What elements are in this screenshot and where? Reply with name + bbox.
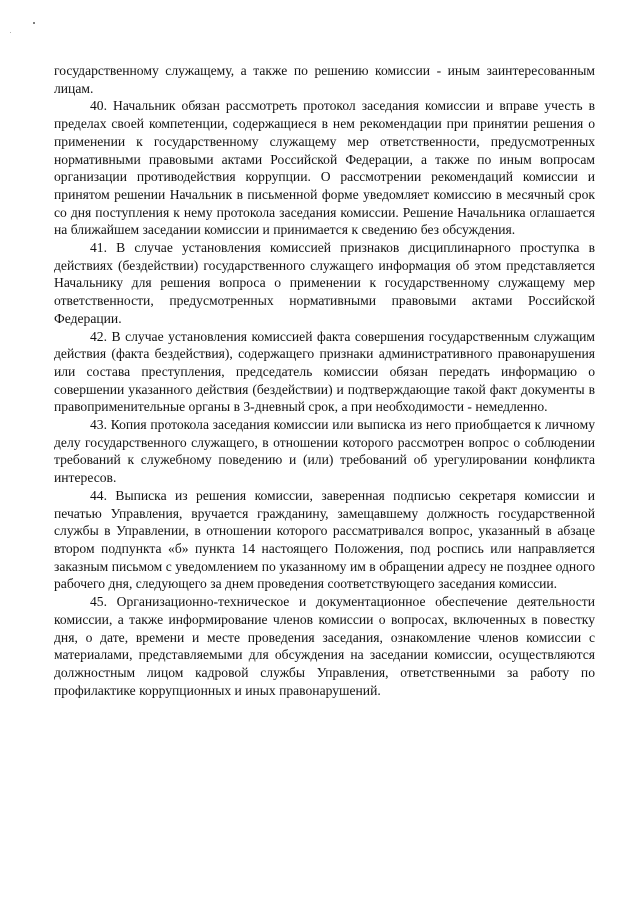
scan-speck xyxy=(10,32,11,33)
document-body xyxy=(54,62,595,699)
paragraph-41: 41. В случае установления комиссией признаков дисциплинарного проступка в действиях (бездействии) государственного служащего информация об этом представляется Начальнику для решения вопроса о применении к государственному служащему мер ответственности, предусмотренных нормативными правовыми актами Российской Федерации. xyxy=(54,240,595,326)
paragraph-42: 42. В случае установления комиссией факта совершения государственным служащим действия (факта бездействия), содержащего признаки административного правонарушения или состава преступления, председатель комиссии обязан передать информацию о совершении указанного действия (бездействии) и подтверждающие такой факт документы в правоприменительные органы в 3-дневный срок, а при необходимости - немедленно. xyxy=(54,328,595,415)
paragraph-43: 43. Копия протокола заседания комиссии или выписка из него приобщается к личному делу государственного служащего, в отношении которого рассмотрен вопрос о соблюдении требований к служебному поведению и (или) требований об урегулировании конфликта интересов. xyxy=(54,417,595,486)
continuation-paragraph: государственному служащему, а также по решению комиссии - иным заинтересованным лицам. xyxy=(54,63,595,96)
paragraph-45: 45. Организационно-техническое и документационное обеспечение деятельности комиссии, а также информирование членов комиссии о вопросах, включенных в повестку дня, о дате, времени и месте проведения заседания, ознакомление членов комиссии с материалами, представляемыми для обсуждения на заседании комиссии, осуществляются должностным лицом кадровой службы Управления, ответственными за работу по профилактике коррупционных и иных правонарушений. xyxy=(54,594,595,698)
paragraph-40: 40. Начальник обязан рассмотреть протокол заседания комиссии и вправе учесть в пределах своей компетенции, содержащиеся в нем рекомендации при принятии решения о применении к государственному служащему мер ответственности, предусмотренных нормативными правовыми актами Российской Федерации, а также по иным вопросам организации противодействия коррупции. О рассмотрении рекомендаций комиссии и принятом решении Начальник в письменной форме уведомляет комиссию в месячный срок со дня поступления к нему протокола заседания комиссии. Решение Начальника оглашается на ближайшем заседании комиссии и принимается к сведению без обсуждения. xyxy=(54,98,595,238)
scan-speck xyxy=(33,22,35,24)
paragraph-44: 44. Выписка из решения комиссии, заверенная подписью секретаря комиссии и печатью Управления, вручается гражданину, замещавшему должность государственной службы в Управлении, в отношении которого рассматривался вопрос, указанный в абзаце втором подпункта «б» пункта 14 настоящего Положения, под роспись или направляется заказным письмом с уведомлением по указанному им в обращении адресу не позднее одного рабочего дня, следующего за днем проведения соответствующего заседания комиссии. xyxy=(54,487,595,592)
